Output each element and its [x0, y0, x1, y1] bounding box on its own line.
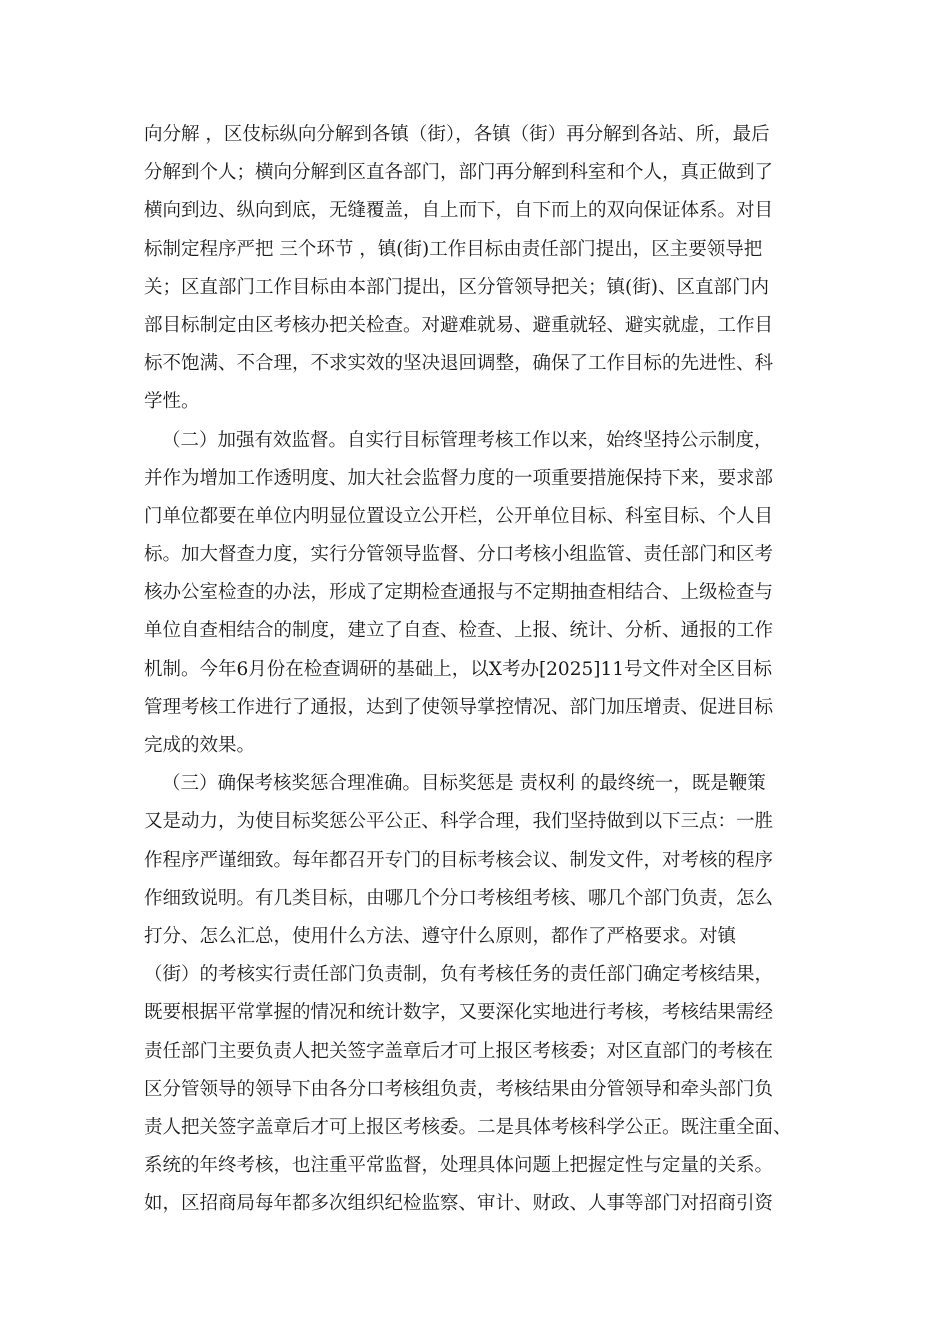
text-line: 关；区直部门工作目标由本部门提出，区分管领导把关；镇(街)、区直部门内: [144, 276, 769, 298]
text-line: 部目标制定由区考核办把关检查。对避难就易、避重就轻、避实就虚，工作目: [144, 314, 774, 336]
text-line: 又是动力，为使目标奖惩公平公正、科学合理，我们坚持做到以下三点：一胜: [144, 811, 774, 833]
text-line: 作程序严谨细致。每年都召开专门的目标考核会议、制发文件，对考核的程序: [144, 849, 774, 871]
text-line: 责任部门主要负责人把关签字盖章后才可上报区考核委；对区直部门的考核在: [144, 1040, 774, 1062]
text-line: 向分解 ，区伎标纵向分解到各镇（街），各镇（街）再分解到各站、所，最后: [144, 124, 770, 145]
text-line: 区分管领导的领导下由各分口考核组负责，考核结果由分管领导和牵头部门负: [144, 1078, 774, 1100]
text-line: 核办公室检查的办法，形成了定期检查通报与不定期抽查相结合、上级检查与: [144, 582, 774, 604]
text-line: 机制。今年6月份在检查调研的基础上，以X考办[2025]11号文件对全区目标: [144, 658, 772, 680]
body-text: [144, 116, 810, 1223]
section-heading-line: （三）确保考核奖惩合理准确。目标奖惩是 责权利 的最终统一，既是鞭策: [162, 773, 766, 795]
text-line: 标不饱满、不合理，不求实效的坚决退回调整，确保了工作目标的先进性、科: [144, 353, 774, 375]
text-line: 系统的年终考核，也注重平常监督，处理具体问题上把握定性与定量的关系。: [144, 1155, 774, 1177]
text-line: 并作为增加工作透明度、加大社会监督力度的一项重要措施保持下来，要求部: [144, 467, 774, 489]
text-line: （街）的考核实行责任部门负责制，负有考核任务的责任部门确定考核结果，: [144, 964, 774, 986]
text-line: 分解到个人；横向分解到区直各部门，部门再分解到科室和个人，真正做到了: [144, 162, 774, 184]
text-line: 标制定程序严把 三个环节 ，镇(街)工作目标由责任部门提出，区主要领导把: [144, 238, 763, 260]
text-line: 如，区招商局每年都多次组织纪检监察、审计、财政、人事等部门对招商引资: [144, 1193, 774, 1215]
text-line: 标。加大督查力度，实行分管领导监督、分口考核小组监管、责任部门和区考: [144, 544, 774, 566]
text-line: 既要根据平常掌握的情况和统计数字，又要深化实地进行考核，考核结果需经: [144, 1002, 774, 1024]
text-line: 责人把关签字盖章后才可上报区考核委。二是具体考核科学公正。既注重全面、: [144, 1116, 792, 1138]
text-line: 学性。: [144, 391, 200, 413]
text-line: 横向到边、纵向到底，无缝覆盖，自上而下，自下而上的双向保证体系。对目: [144, 200, 774, 222]
text-line: 管理考核工作进行了通报，达到了使领导掌控情况、部门加压增责、促进目标: [144, 696, 774, 718]
text-line: 打分、怎么汇总，使用什么方法、遵守什么原则，都作了严格要求。对镇: [144, 925, 737, 947]
text-line: 完成的效果。: [144, 735, 256, 756]
section-heading-line: （二）加强有效监督。自实行目标管理考核工作以来，始终坚持公示制度，: [162, 429, 773, 451]
text-line: 作细致说明。有几类目标，由哪几个分口考核组考核、哪几个部门负责，怎么: [144, 887, 774, 909]
text-line: 门单位都要在单位内明显位置设立公开栏，公开单位目标、科室目标、个人目: [144, 505, 774, 527]
text-line: 单位自查相结合的制度，建立了自查、检查、上报、统计、分析、通报的工作: [144, 620, 774, 642]
